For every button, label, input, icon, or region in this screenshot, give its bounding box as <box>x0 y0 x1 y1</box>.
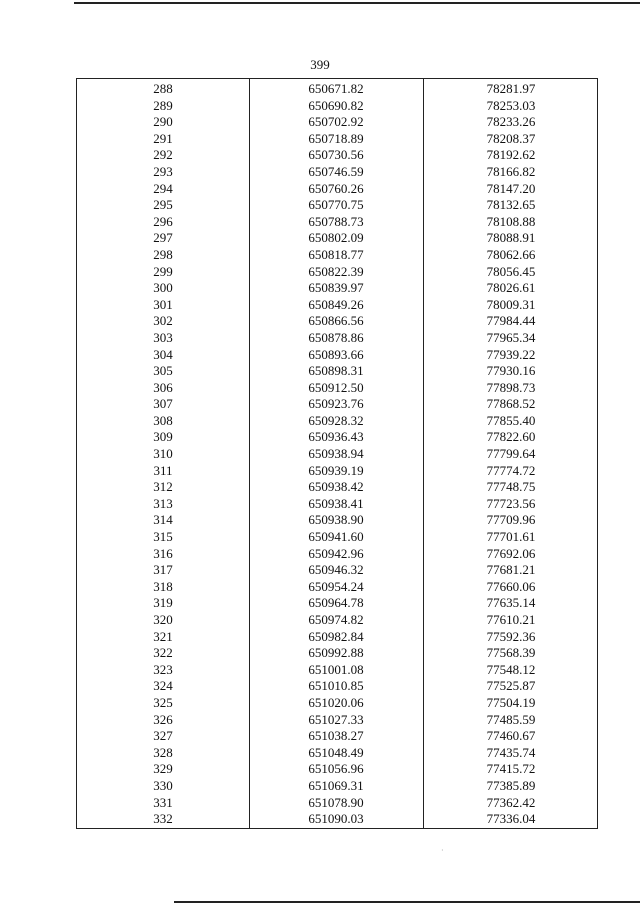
x-coordinate-cell: 650946.32 <box>308 562 364 578</box>
x-coordinate-cell: 650822.39 <box>308 263 364 279</box>
y-coordinate-cell: 77681.21 <box>486 562 536 578</box>
x-coordinate-cell: 650839.97 <box>308 280 364 296</box>
x-coordinate-cell: 651010.85 <box>308 678 364 694</box>
x-coordinate-cell: 650939.19 <box>308 462 364 478</box>
y-coordinate-cell: 77568.39 <box>486 645 536 661</box>
table-row <box>77 197 597 214</box>
x-coordinate-cell: 651078.90 <box>308 794 364 810</box>
point-number-cell: 299 <box>153 263 173 279</box>
table-row <box>77 114 597 131</box>
x-coordinate-cell: 651020.06 <box>308 694 364 710</box>
x-coordinate-cell: 650938.90 <box>308 512 364 528</box>
table-row <box>77 446 597 463</box>
table-row <box>77 662 597 679</box>
x-coordinate-cell: 651069.31 <box>308 777 364 793</box>
y-coordinate-cell: 78088.91 <box>486 230 536 246</box>
table-row <box>77 778 597 795</box>
point-number-cell: 288 <box>153 81 173 96</box>
y-coordinate-cell: 77362.42 <box>486 794 536 810</box>
x-coordinate-cell: 650938.94 <box>308 446 364 462</box>
y-coordinate-cell: 77435.74 <box>486 744 536 760</box>
x-coordinate-cell: 650788.73 <box>308 213 364 229</box>
point-number-cell: 315 <box>153 529 173 545</box>
y-coordinate-cell: 78026.61 <box>486 280 536 296</box>
table-row <box>77 380 597 397</box>
point-number-cell: 313 <box>153 495 173 511</box>
y-coordinate-cell: 78062.66 <box>486 246 536 262</box>
y-coordinate-cell: 77592.36 <box>486 628 536 644</box>
point-number-cell: 292 <box>153 147 173 163</box>
point-number-cell: 301 <box>153 296 173 312</box>
y-coordinate-cell: 77692.06 <box>486 545 536 561</box>
point-number-cell: 322 <box>153 645 173 661</box>
y-coordinate-cell: 77336.04 <box>486 811 536 827</box>
point-number-cell: 332 <box>153 811 173 827</box>
table-row <box>77 98 597 115</box>
x-coordinate-cell: 650982.84 <box>308 628 364 644</box>
x-coordinate-cell: 650954.24 <box>308 578 364 594</box>
table-row <box>77 745 597 762</box>
x-coordinate-cell: 650942.96 <box>308 545 364 561</box>
point-number-cell: 293 <box>153 163 173 179</box>
point-number-cell: 318 <box>153 578 173 594</box>
point-number-cell: 289 <box>153 97 173 113</box>
y-coordinate-cell: 77855.40 <box>486 412 536 428</box>
table-row <box>77 214 597 231</box>
y-coordinate-cell: 78132.65 <box>486 197 536 213</box>
y-coordinate-cell: 77774.72 <box>486 462 536 478</box>
point-number-cell: 329 <box>153 761 173 777</box>
y-coordinate-cell: 77930.16 <box>486 363 536 379</box>
x-coordinate-cell: 651027.33 <box>308 711 364 727</box>
y-coordinate-cell: 77723.56 <box>486 495 536 511</box>
table-row <box>77 712 597 729</box>
y-coordinate-cell: 77701.61 <box>486 529 536 545</box>
point-number-cell: 327 <box>153 728 173 744</box>
x-coordinate-cell: 650818.77 <box>308 246 364 262</box>
x-coordinate-cell: 650866.56 <box>308 313 364 329</box>
x-coordinate-cell: 650893.66 <box>308 346 364 362</box>
x-coordinate-cell: 651038.27 <box>308 728 364 744</box>
y-coordinate-cell: 78166.82 <box>486 163 536 179</box>
table-row <box>77 512 597 529</box>
table-row <box>77 429 597 446</box>
y-coordinate-cell: 77984.44 <box>486 313 536 329</box>
point-number-cell: 330 <box>153 777 173 793</box>
point-number-cell: 297 <box>153 230 173 246</box>
y-coordinate-cell: 77610.21 <box>486 612 536 627</box>
table-row <box>77 247 597 264</box>
x-coordinate-cell: 650936.43 <box>308 429 364 445</box>
y-coordinate-cell: 77898.73 <box>486 379 536 395</box>
table-row <box>77 795 597 812</box>
y-coordinate-cell: 77939.22 <box>486 346 536 362</box>
table-row <box>77 496 597 513</box>
table-row <box>77 678 597 695</box>
y-coordinate-cell: 78108.88 <box>486 213 536 229</box>
x-coordinate-cell: 650992.88 <box>308 645 364 661</box>
table-row <box>77 695 597 712</box>
point-number-cell: 302 <box>153 313 173 329</box>
y-coordinate-cell: 77635.14 <box>486 595 536 611</box>
x-coordinate-cell: 650690.82 <box>308 97 364 113</box>
x-coordinate-cell: 650938.42 <box>308 479 364 495</box>
x-coordinate-cell: 650928.32 <box>308 412 364 428</box>
table-row <box>77 463 597 480</box>
point-number-cell: 303 <box>153 329 173 345</box>
x-coordinate-cell: 651056.96 <box>308 761 364 777</box>
x-coordinate-cell: 651001.08 <box>308 661 364 677</box>
y-coordinate-cell: 77525.87 <box>486 678 536 694</box>
table-row <box>77 645 597 662</box>
table-row <box>77 181 597 198</box>
point-number-cell: 296 <box>153 213 173 229</box>
x-coordinate-cell: 651048.49 <box>308 744 364 760</box>
x-coordinate-cell: 650671.82 <box>308 81 364 96</box>
point-number-cell: 324 <box>153 678 173 694</box>
point-number-cell: 310 <box>153 446 173 462</box>
table-row <box>77 629 597 646</box>
point-number-cell: 321 <box>153 628 173 644</box>
x-coordinate-cell: 650941.60 <box>308 529 364 545</box>
x-coordinate-cell: 650878.86 <box>308 329 364 345</box>
table-row <box>77 728 597 745</box>
scan-speck: · <box>441 846 444 855</box>
point-number-cell: 316 <box>153 545 173 561</box>
point-number-cell: 294 <box>153 180 173 196</box>
table-row <box>77 595 597 612</box>
x-coordinate-cell: 650923.76 <box>308 396 364 412</box>
table-row <box>77 761 597 778</box>
table-body <box>77 81 597 828</box>
point-number-cell: 295 <box>153 197 173 213</box>
table-row <box>77 562 597 579</box>
y-coordinate-cell: 78056.45 <box>486 263 536 279</box>
y-coordinate-cell: 77660.06 <box>486 578 536 594</box>
point-number-cell: 311 <box>153 462 173 478</box>
point-number-cell: 312 <box>153 479 173 495</box>
point-number-cell: 305 <box>153 363 173 379</box>
table-row <box>77 347 597 364</box>
y-coordinate-cell: 78009.31 <box>486 296 536 312</box>
coordinate-table <box>76 78 598 829</box>
x-coordinate-cell: 650912.50 <box>308 379 364 395</box>
y-coordinate-cell: 77485.59 <box>486 711 536 727</box>
table-row <box>77 479 597 496</box>
y-coordinate-cell: 78281.97 <box>486 81 536 96</box>
point-number-cell: 325 <box>153 694 173 710</box>
point-number-cell: 314 <box>153 512 173 528</box>
x-coordinate-cell: 650718.89 <box>308 130 364 146</box>
y-coordinate-cell: 77548.12 <box>486 661 536 677</box>
table-row <box>77 330 597 347</box>
y-coordinate-cell: 77868.52 <box>486 396 536 412</box>
point-number-cell: 309 <box>153 429 173 445</box>
point-number-cell: 326 <box>153 711 173 727</box>
y-coordinate-cell: 78147.20 <box>486 180 536 196</box>
table-row <box>77 811 597 828</box>
x-coordinate-cell: 650770.75 <box>308 197 364 213</box>
x-coordinate-cell: 650746.59 <box>308 163 364 179</box>
table-row <box>77 529 597 546</box>
y-coordinate-cell: 77965.34 <box>486 329 536 345</box>
point-number-cell: 291 <box>153 130 173 146</box>
y-coordinate-cell: 77822.60 <box>486 429 536 445</box>
point-number-cell: 320 <box>153 612 173 627</box>
point-number-cell: 328 <box>153 744 173 760</box>
table-row <box>77 579 597 596</box>
x-coordinate-cell: 650802.09 <box>308 230 364 246</box>
table-row <box>77 147 597 164</box>
point-number-cell: 300 <box>153 280 173 296</box>
y-coordinate-cell: 77460.67 <box>486 728 536 744</box>
x-coordinate-cell: 650702.92 <box>308 114 364 130</box>
point-number-cell: 290 <box>153 114 173 130</box>
point-number-cell: 307 <box>153 396 173 412</box>
point-number-cell: 331 <box>153 794 173 810</box>
point-number-cell: 308 <box>153 412 173 428</box>
bottom-rule <box>174 901 640 903</box>
x-coordinate-cell: 650849.26 <box>308 296 364 312</box>
y-coordinate-cell: 78192.62 <box>486 147 536 163</box>
table-row <box>77 363 597 380</box>
top-rule <box>74 2 640 4</box>
point-number-cell: 317 <box>153 562 173 578</box>
table-row <box>77 546 597 563</box>
table-row <box>77 313 597 330</box>
table-row <box>77 164 597 181</box>
y-coordinate-cell: 77748.75 <box>486 479 536 495</box>
y-coordinate-cell: 78233.26 <box>486 114 536 130</box>
point-number-cell: 323 <box>153 661 173 677</box>
page-number: 399 <box>310 57 330 72</box>
table-row <box>77 413 597 430</box>
x-coordinate-cell: 651090.03 <box>308 811 364 827</box>
point-number-cell: 319 <box>153 595 173 611</box>
table-row <box>77 230 597 247</box>
table-row <box>77 396 597 413</box>
y-coordinate-cell: 77415.72 <box>486 761 536 777</box>
x-coordinate-cell: 650898.31 <box>308 363 364 379</box>
x-coordinate-cell: 650964.78 <box>308 595 364 611</box>
point-number-cell: 304 <box>153 346 173 362</box>
table-row <box>77 264 597 281</box>
table-row <box>77 81 597 98</box>
x-coordinate-cell: 650974.82 <box>308 612 364 627</box>
x-coordinate-cell: 650730.56 <box>308 147 364 163</box>
table-row <box>77 297 597 314</box>
point-number-cell: 298 <box>153 246 173 262</box>
x-coordinate-cell: 650938.41 <box>308 495 364 511</box>
y-coordinate-cell: 77709.96 <box>486 512 536 528</box>
y-coordinate-cell: 77799.64 <box>486 446 536 462</box>
x-coordinate-cell: 650760.26 <box>308 180 364 196</box>
table-row <box>77 280 597 297</box>
point-number-cell: 306 <box>153 379 173 395</box>
y-coordinate-cell: 78208.37 <box>486 130 536 146</box>
y-coordinate-cell: 78253.03 <box>486 97 536 113</box>
y-coordinate-cell: 77385.89 <box>486 777 536 793</box>
y-coordinate-cell: 77504.19 <box>486 694 536 710</box>
table-row <box>77 612 597 629</box>
table-row <box>77 131 597 148</box>
